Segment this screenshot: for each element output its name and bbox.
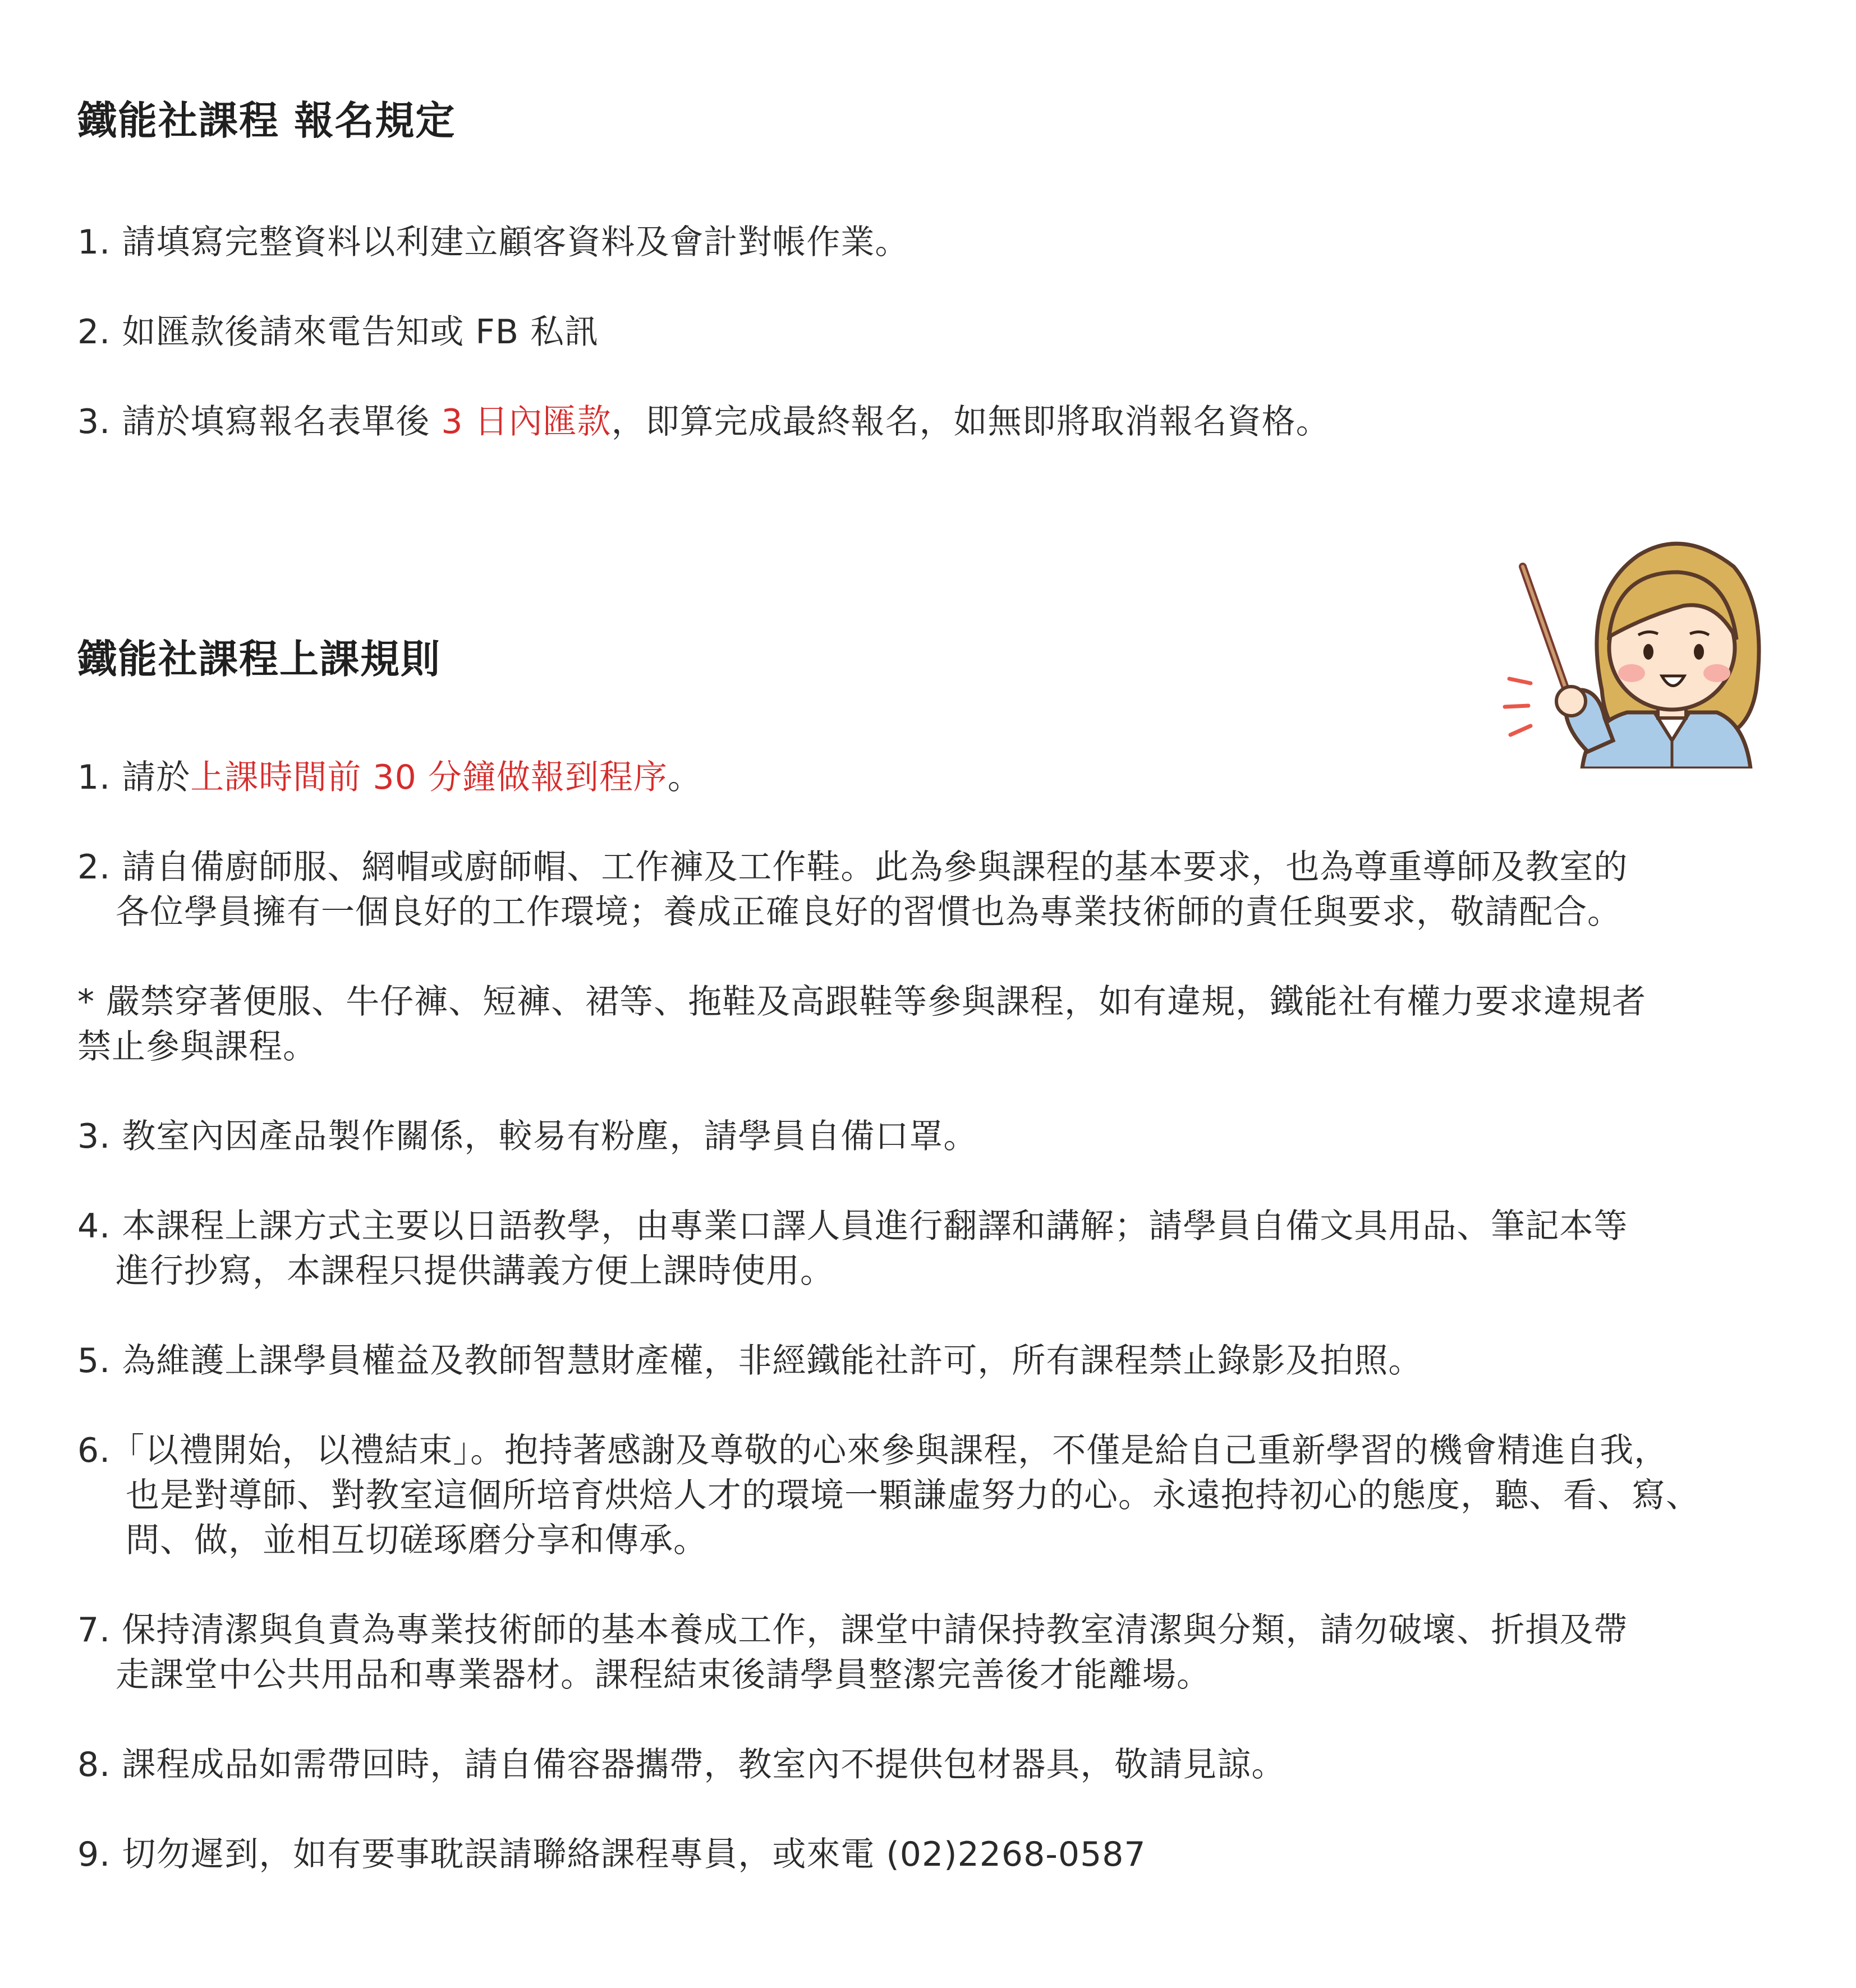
rule-number: 5. — [77, 1341, 111, 1380]
rule-number: 6. — [77, 1431, 111, 1470]
dress-code-note-line-2: 禁止參與課程。 — [77, 1027, 317, 1066]
classroom-rule-5 — [77, 1338, 1422, 1383]
rule-number: 3. — [77, 402, 111, 441]
rule-number: 4. — [77, 1207, 111, 1246]
rule-text: 請填寫完整資料以利建立顧客資料及會計對帳作業。 — [122, 223, 909, 262]
rule-text-tail: ，即算完成最終報名，如無即將取消報名資格。 — [611, 402, 1330, 441]
classroom-rule-2-line-1 — [77, 845, 1628, 890]
classroom-rule-7-line-1 — [77, 1608, 1628, 1653]
registration-title: 鐵能社課程 報名規定 — [77, 98, 456, 144]
rule-number: 3. — [77, 1117, 111, 1156]
rule-text: 為維護上課學員權益及教師智慧財產權，非經鐵能社許可，所有課程禁止錄影及拍照。 — [122, 1341, 1423, 1380]
rule-text: 請自備廚師服、網帽或廚師帽、工作褲及工作鞋。此為參與課程的基本要求，也為尊重導師及教室的 — [122, 848, 1628, 887]
rule-text: 如匯款後請來電告知或 FB 私訊 — [122, 312, 599, 352]
classroom-rule-2-line-2: 各位學員擁有一個良好的工作環境；養成正確良好的習慣也為專業技術師的責任與要求，敬請配合。 — [116, 892, 1621, 932]
rule-number: 9. — [77, 1835, 111, 1874]
rule-number: 2. — [77, 312, 111, 352]
classroom-rule-3 — [77, 1114, 977, 1159]
classroom-rule-8 — [77, 1742, 1285, 1787]
registration-rule-2 — [77, 310, 599, 355]
classroom-rule-4-line-2: 進行抄寫，本課程只提供講義方便上課時使用。 — [116, 1251, 834, 1291]
registration-rule-3 — [77, 399, 1330, 444]
rule-text: 教室內因產品製作關係，較易有粉塵，請學員自備口罩。 — [122, 1117, 978, 1156]
classroom-rules-title: 鐵能社課程上課規則 — [77, 636, 441, 682]
teacher-illustration-icon — [1498, 505, 1779, 768]
classroom-rule-6-line-2: 也是對導師、對教室這個所培育烘焙人才的環境一顆謙虛努力的心。永遠抱持初心的態度，聽、看、寫、 — [126, 1476, 1700, 1515]
rule-number: 1. — [77, 223, 111, 262]
rule-text: 切勿遲到，如有要事耽誤請聯絡課程專員，或來電 (02)2268-0587 — [122, 1835, 1146, 1874]
rule-number: 8. — [77, 1745, 111, 1784]
classroom-rule-6-line-3: 問、做，並相互切磋琢磨分享和傳承。 — [126, 1521, 708, 1560]
classroom-rule-6-line-1 — [77, 1428, 1668, 1473]
rule-text-tail: 。 — [667, 758, 702, 797]
classroom-rule-4-line-1 — [77, 1204, 1628, 1249]
rule-text: 本課程上課方式主要以日語教學，由專業口譯人員進行翻譯和講解；請學員自備文具用品、筆記本等 — [122, 1207, 1628, 1246]
classroom-rule-7-line-2: 走課堂中公共用品和專業器材。課程結束後請學員整潔完善後才能離場。 — [116, 1655, 1211, 1695]
check-in-time-highlight: 上課時間前 30 分鐘做報到程序 — [190, 758, 668, 797]
rule-text: 「以禮開始，以禮結束」。抱持著感謝及尊敬的心來參與課程，不僅是給自己重新學習的機會精進自我， — [111, 1431, 1669, 1470]
rule-number: 7. — [77, 1610, 111, 1650]
rule-text: 請於填寫報名表單後 — [122, 402, 430, 441]
rule-text: 請於 — [122, 758, 191, 797]
rule-text: 保持清潔與負責為專業技術師的基本養成工作，課堂中請保持教室清潔與分類，請勿破壞、折損及帶 — [122, 1610, 1628, 1650]
dress-code-note-line-1: * 嚴禁穿著便服、牛仔褲、短褲、裙等、拖鞋及高跟鞋等參與課程，如有違規，鐵能社有權力要求違規者 — [77, 982, 1647, 1021]
classroom-rule-9 — [77, 1832, 1146, 1877]
rule-number: 1. — [77, 758, 111, 797]
registration-rule-1 — [77, 220, 909, 265]
payment-deadline-highlight: 3 日內匯款 — [441, 402, 612, 441]
rule-text: 課程成品如需帶回時，請自備容器攜帶，教室內不提供包材器具，敬請見諒。 — [122, 1745, 1286, 1784]
rule-number: 2. — [77, 848, 111, 887]
classroom-rule-1 — [77, 755, 702, 800]
